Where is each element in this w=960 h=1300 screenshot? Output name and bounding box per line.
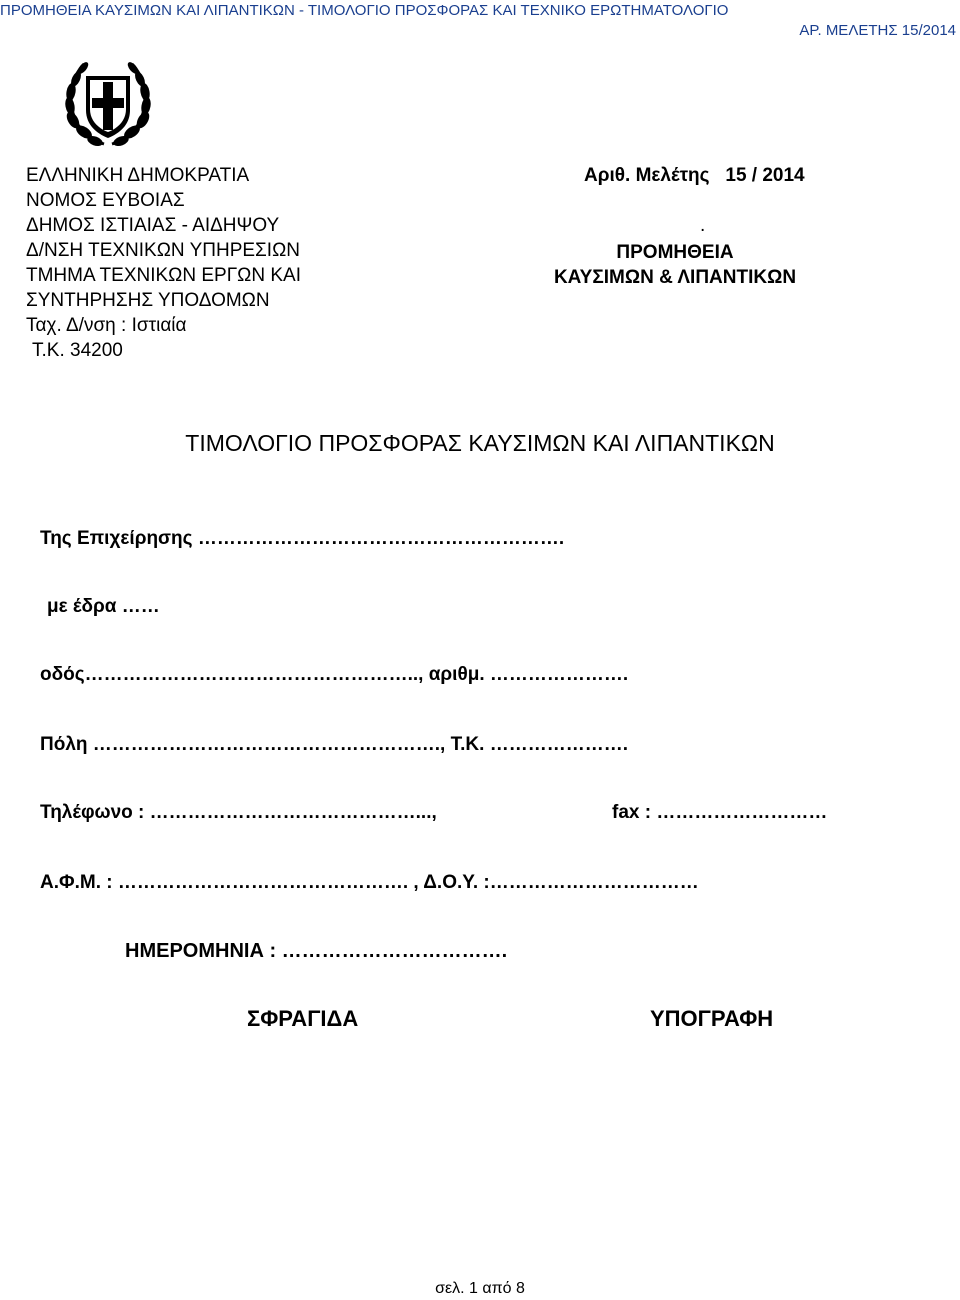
- stamp-label: ΣΦΡΑΓΙΔΑ: [247, 1006, 359, 1031]
- running-header-title: ΠΡΟΜΗΘΕΙΑ ΚΑΥΣΙΜΩΝ ΚΑΙ ΛΙΠΑΝΤΙΚΩΝ - ΤΙΜΟΛΟΓΙΟ ΠΡΟΣΦΟΡΑΣ ΚΑΙ ΤΕΧΝΙΚΟ ΕΡΩΤΗΜΑΤΟΛΟΓΙΟ: [0, 2, 729, 19]
- city-field[interactable]: Πόλη ………………………………………………., Τ.Κ. ………………….: [40, 734, 628, 755]
- date-field[interactable]: ΗΜΕΡΟΜΗΝΙΑ : …………………………….: [125, 940, 508, 962]
- fax-field[interactable]: fax : ………………………: [612, 802, 828, 823]
- tax-id-field[interactable]: Α.Φ.Μ. : ………………………………………. , Δ.Ο.Υ. :……………………………: [40, 872, 699, 893]
- study-number-value: 15 / 2014: [725, 165, 805, 186]
- study-subject-line: ΚΑΥΣΙΜΩΝ & ΛΙΠΑΝΤΙΚΩΝ: [553, 267, 797, 288]
- study-subject: [500, 240, 850, 290]
- issuer-line: ΔΗΜΟΣ ΙΣΤΙΑΙΑΣ - ΑΙΔΗΨΟΥ: [26, 215, 280, 236]
- issuer-line: ΝΟΜΟΣ ΕΥΒΟΙΑΣ: [26, 190, 185, 211]
- greek-coat-of-arms-icon: [64, 58, 152, 150]
- page-number: σελ. 1 από 8: [435, 1280, 525, 1297]
- running-header-study-ref: ΑΡ. ΜΕΛΕΤΗΣ 15/2014: [799, 22, 956, 39]
- signature-label: ΥΠΟΓΡΑΦΗ: [650, 1006, 774, 1031]
- issuer-line: Δ/ΝΣΗ ΤΕΧΝΙΚΩΝ ΥΠΗΡΕΣΙΩΝ: [26, 240, 300, 261]
- study-dot: .: [700, 215, 706, 236]
- issuer-line: ΣΥΝΤΗΡΗΣΗΣ ΥΠΟΔΟΜΩΝ: [26, 290, 270, 311]
- study-number: [584, 163, 805, 188]
- form-title: ΤΙΜΟΛΟΓΙΟ ΠΡΟΣΦΟΡΑΣ ΚΑΥΣΙΜΩΝ ΚΑΙ ΛΙΠΑΝΤΙΚΩΝ: [185, 430, 775, 456]
- company-field[interactable]: Της Επιχείρησης ………………………………………………….: [40, 528, 565, 549]
- issuer-postal-code: Τ.Κ. 34200: [32, 340, 123, 361]
- street-field[interactable]: οδός…………………………………………….., αριθμ. ………………….: [40, 664, 629, 685]
- issuer-line: ΕΛΛΗΝΙΚΗ ΔΗΜΟΚΡΑΤΙΑ: [26, 165, 250, 186]
- issuer-line: ΤΜΗΜΑ ΤΕΧΝΙΚΩΝ ΕΡΓΩΝ ΚΑΙ: [26, 265, 302, 286]
- issuer-address: Ταχ. Δ/νση : Ιστιαία: [26, 315, 187, 336]
- study-subject-line: ΠΡΟΜΗΘΕΙΑ: [616, 242, 734, 263]
- phone-field[interactable]: Τηλέφωνο : ……………………………………...,: [40, 802, 437, 823]
- study-number-label: Αριθ. Μελέτης: [584, 165, 710, 186]
- seat-field[interactable]: με έδρα ……: [47, 596, 160, 617]
- issuer-block: [26, 163, 301, 363]
